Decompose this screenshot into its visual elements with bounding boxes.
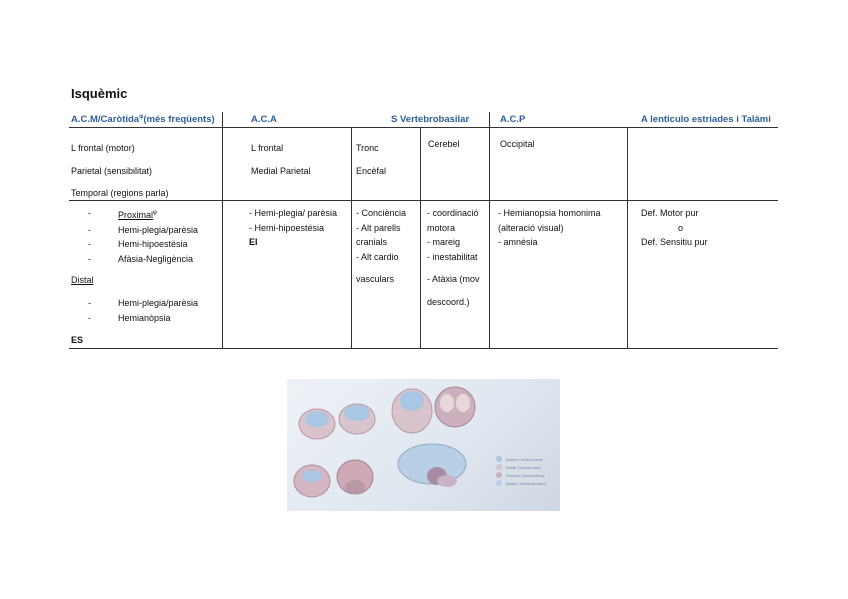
row2-distal-label: Distal bbox=[71, 275, 94, 285]
table-col-divider bbox=[489, 112, 490, 349]
list-item: - amnèsia bbox=[498, 237, 538, 247]
table-col-divider bbox=[351, 127, 352, 349]
row2-acm-distal bbox=[88, 296, 198, 325]
row1-acp-regions bbox=[500, 137, 535, 152]
header-acp: A.C.P bbox=[500, 114, 526, 125]
list-item: - Hemianopsia homonima bbox=[498, 208, 601, 218]
list-item: - Hemi-hipoestésia bbox=[88, 237, 198, 252]
sagittal-section bbox=[398, 444, 466, 487]
region-item: L frontal bbox=[251, 143, 284, 153]
list-item: - Hemi-plegia/parèsia bbox=[88, 223, 198, 238]
coronal-section bbox=[337, 460, 373, 494]
list-item: vasculars bbox=[356, 274, 395, 284]
page-title: Isquèmic bbox=[71, 86, 128, 101]
header-vertebrobasilar: S Vertebrobasilar bbox=[391, 114, 470, 125]
figure-legend bbox=[496, 456, 546, 486]
list-item: cranials bbox=[356, 237, 388, 247]
list-item: - Hemianòpsia bbox=[88, 311, 198, 326]
list-item: o bbox=[678, 222, 684, 233]
list-item: - coordinació bbox=[427, 208, 479, 218]
list-item: - mareig bbox=[427, 237, 461, 247]
list-item: - Hemi-hipoestésia bbox=[249, 222, 325, 233]
coronal-section bbox=[339, 404, 375, 434]
list-item: - Afàsia-Negligència bbox=[88, 252, 198, 267]
list-item: motora bbox=[427, 222, 456, 233]
row2-aca-symptoms bbox=[249, 206, 337, 250]
list-item: EI bbox=[249, 237, 258, 247]
region-item: Encèfal bbox=[356, 165, 387, 176]
row1-acm-regions bbox=[71, 137, 169, 205]
legend-label: Posterior Cerebral Artery bbox=[506, 474, 545, 478]
brain-vascular-territories-photo bbox=[287, 379, 560, 511]
coronal-section bbox=[299, 409, 335, 439]
row2-es-label: ES bbox=[71, 335, 84, 345]
row2-lenticulo-symptoms bbox=[641, 206, 708, 250]
list-item: (alteració visual) bbox=[498, 222, 564, 233]
brain-sections-illustration bbox=[287, 379, 560, 511]
coronal-section bbox=[294, 465, 330, 497]
table-bottom-rule bbox=[69, 348, 778, 349]
row2-cerebel-symptoms bbox=[427, 206, 480, 309]
region-item: Temporal (regions parla) bbox=[71, 188, 169, 198]
list-item: - Hemi-plegia/ parèsia bbox=[249, 208, 338, 218]
legend-label: Middle Cerebral Artery bbox=[506, 466, 541, 470]
table-header-rule bbox=[69, 127, 778, 128]
list-item: descoord.) bbox=[427, 296, 470, 307]
list-item: - Conciència bbox=[356, 208, 407, 218]
region-item: Tronc bbox=[356, 143, 379, 153]
row1-tronc-regions bbox=[356, 137, 386, 182]
region-item: Cerebel bbox=[428, 139, 460, 149]
list-item: Def. Sensitiu pur bbox=[641, 237, 708, 247]
list-item: - Hemi-plegia/parèsia bbox=[88, 296, 198, 311]
header-lenticulo: A lenticulo estriades i Talàmi bbox=[641, 114, 771, 125]
row1-cerebel-regions bbox=[428, 137, 460, 152]
region-item: Occipital bbox=[500, 139, 535, 149]
list-item: - Proximal$^\varphi$ bbox=[88, 206, 198, 223]
list-item: Def. Motor pur bbox=[641, 208, 699, 218]
region-item: Medial Parietal bbox=[251, 165, 311, 176]
legend-label: Basilar / Cerebellar Artery bbox=[506, 482, 546, 486]
table-col-divider bbox=[420, 127, 421, 349]
header-acm: A.C.M/Caròtida$^\varphi$(més freqüents) bbox=[71, 114, 215, 126]
axial-section bbox=[435, 387, 475, 427]
region-item: Parietal (sensibilitat) bbox=[71, 165, 153, 176]
legend-label: Anterior Cerebral Artery bbox=[506, 458, 543, 462]
row2-acm-proximal bbox=[88, 206, 198, 266]
axial-section bbox=[392, 389, 432, 433]
list-item: - Atàxia (mov bbox=[427, 274, 480, 284]
list-item: - inestabilitat bbox=[427, 251, 478, 262]
table-row-rule bbox=[69, 200, 778, 201]
list-item: - Alt parells bbox=[356, 222, 401, 233]
row2-acp-symptoms bbox=[498, 206, 601, 250]
list-item: - Alt cardio bbox=[356, 251, 399, 262]
row2-tronc-symptoms bbox=[356, 206, 406, 287]
table-col-divider bbox=[627, 127, 628, 349]
row1-aca-regions bbox=[251, 137, 311, 182]
region-item: L frontal (motor) bbox=[71, 143, 135, 153]
table-col-divider bbox=[222, 112, 223, 349]
header-aca: A.C.A bbox=[251, 114, 277, 125]
